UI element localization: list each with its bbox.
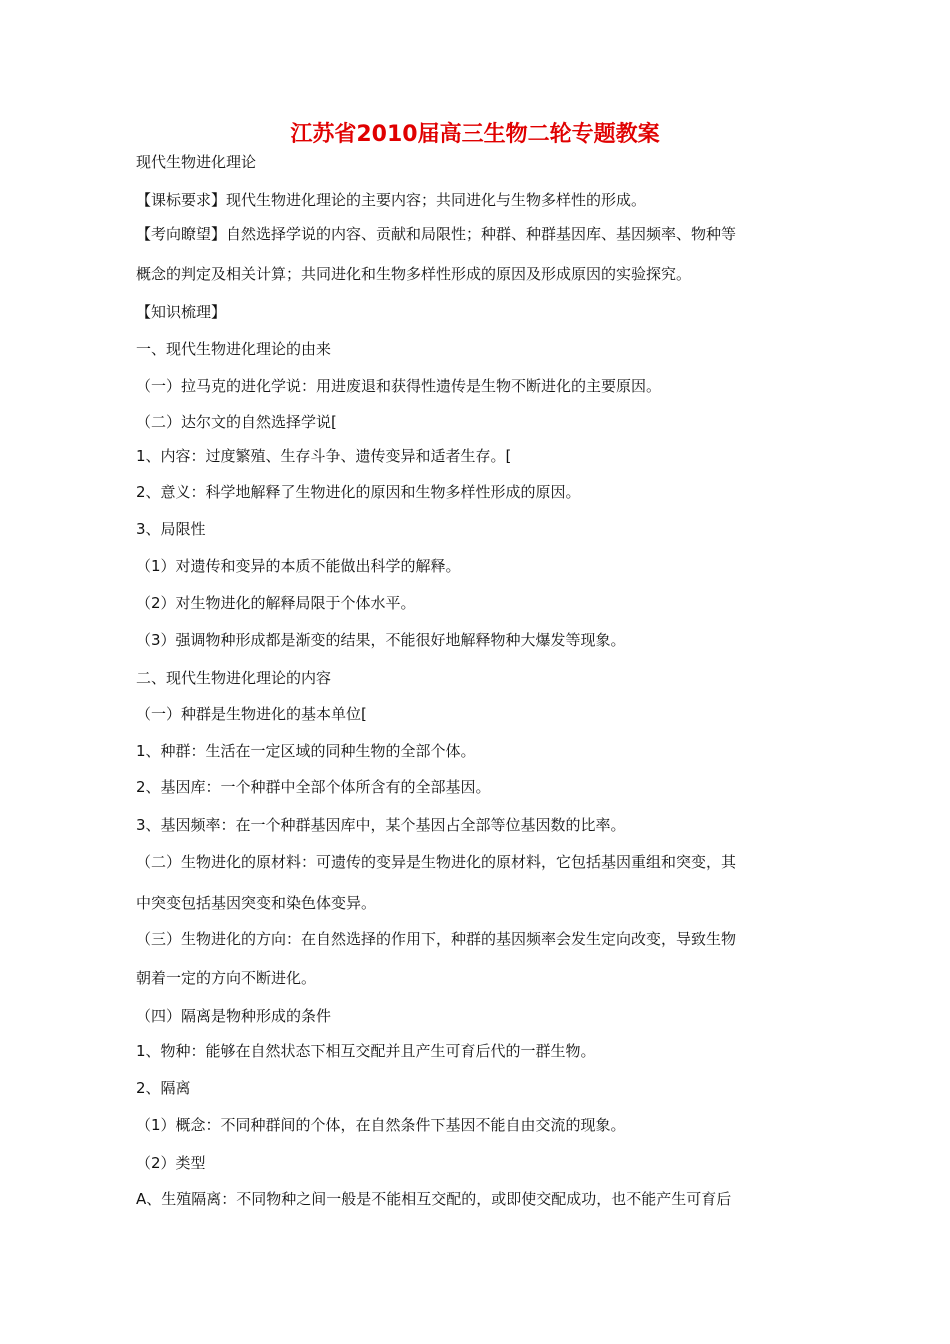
text-line: （四）隔离是物种形成的条件	[136, 1007, 332, 1025]
text-line: 2、意义：科学地解释了生物进化的原因和生物多样性形成的原因。	[136, 483, 581, 501]
text-line: 2、隔离	[136, 1079, 191, 1097]
text-line: 3、局限性	[136, 520, 206, 538]
text-line: （一）种群是生物进化的基本单位[	[136, 705, 367, 723]
text-line: 【知识梳理】	[136, 303, 227, 321]
text-line: 1、内容：过度繁殖、生存斗争、遗传变异和适者生存。[	[136, 447, 512, 465]
text-line: （二）生物进化的原材料：可遗传的变异是生物进化的原材料，它包括基因重组和突变，其	[136, 853, 737, 871]
text-line: （二）达尔文的自然选择学说[	[136, 413, 337, 431]
text-line: （1）对遗传和变异的本质不能做出科学的解释。	[136, 557, 461, 575]
document-title: 江苏省2010届高三生物二轮专题教案	[290, 122, 660, 147]
text-line: 朝着一定的方向不断进化。	[136, 969, 317, 987]
text-line: 概念的判定及相关计算；共同进化和生物多样性形成的原因及形成原因的实验探究。	[136, 265, 692, 283]
text-line: （3）强调物种形成都是渐变的结果，不能很好地解释物种大爆发等现象。	[136, 631, 626, 649]
text-line: 【考向瞭望】自然选择学说的内容、贡献和局限性；种群、种群基因库、基因频率、物种等	[136, 225, 737, 243]
text-line: 3、基因频率：在一个种群基因库中，某个基因占全部等位基因数的比率。	[136, 816, 626, 834]
text-line: 中突变包括基因突变和染色体变异。	[136, 894, 377, 912]
text-line: （2）类型	[136, 1154, 206, 1172]
section-subtitle: 现代生物进化理论	[136, 153, 257, 171]
text-line: 1、物种：能够在自然状态下相互交配并且产生可育后代的一群生物。	[136, 1042, 596, 1060]
text-line: 二、现代生物进化理论的内容	[136, 669, 332, 687]
text-line: （2）对生物进化的解释局限于个体水平。	[136, 594, 416, 612]
text-line: 2、基因库：一个种群中全部个体所含有的全部基因。	[136, 778, 491, 796]
text-line: （三）生物进化的方向：在自然选择的作用下，种群的基因频率会发生定向改变，导致生物	[136, 930, 737, 948]
text-line: 【课标要求】现代生物进化理论的主要内容；共同进化与生物多样性的形成。	[136, 191, 647, 209]
text-line: 一、现代生物进化理论的由来	[136, 340, 332, 358]
text-line: A、生殖隔离：不同物种之间一般是不能相互交配的，或即使交配成功，也不能产生可育后	[136, 1190, 732, 1208]
text-line: 1、种群：生活在一定区域的同种生物的全部个体。	[136, 742, 476, 760]
text-line: （一）拉马克的进化学说：用进废退和获得性遗传是生物不断进化的主要原因。	[136, 377, 662, 395]
text-line: （1）概念：不同种群间的个体，在自然条件下基因不能自由交流的现象。	[136, 1116, 626, 1134]
